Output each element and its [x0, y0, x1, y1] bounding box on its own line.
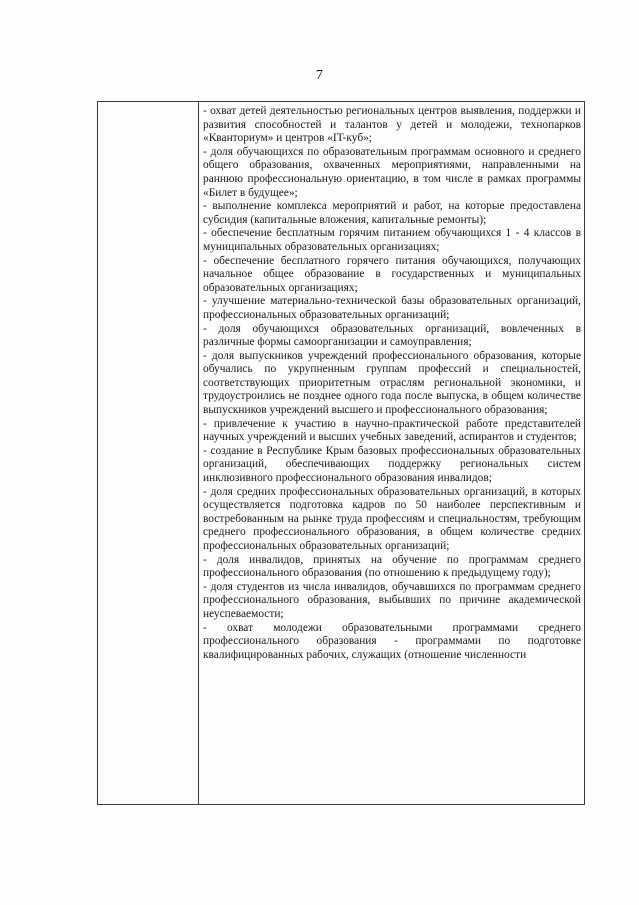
- list-item: - доля средних профессиональных образовательных организаций, в которых осуществляется подготовка кадров по 50 наиболее перспективным и востребованным на рынке труда профессиям и специальностям, требующим среднего профессионального образования, в общем количестве средних профессиональных образовательных организаций;: [203, 485, 581, 552]
- list-item: - доля студентов из числа инвалидов, обучавшихся по программам среднего профессионального образования, выбывших по причине академической неуспеваемости;: [203, 580, 581, 620]
- indicator-list: [199, 102, 584, 662]
- list-item: - охват молодежи образовательными программами среднего профессионального образования - программами по подготовке квалифицированных рабочих, служащих (отношение численности: [203, 621, 581, 661]
- list-item: - обеспечение бесплатным горячим питанием обучающихся 1 - 4 классов в муниципальных образовательных организациях;: [203, 227, 581, 253]
- list-item: - доля обучающихся по образовательным программам основного и среднего общего образования, охваченных мероприятиями, направленными на раннюю профессиональную ориентацию, в том числе в рамках программы «Билет в будущее»;: [203, 145, 581, 199]
- table-row: [98, 102, 585, 805]
- list-item: - охват детей деятельностью региональных центров выявления, поддержки и развития способностей и талантов у детей и молодежи, технопарков «Кванториум» и центров «IT-куб»;: [203, 105, 581, 145]
- page-number: 7: [315, 68, 324, 83]
- list-item: - доля выпускников учреждений профессионального образования, которые обучались по укрупненным группам профессий и специальностей, соответствующих приоритетным отраслям региональной экономики, и трудоустроились не позднее одного года после выпуска, в общем количестве выпускников учреждений высшего и профессионального образования;: [203, 349, 581, 417]
- list-item: - обеспечение бесплатного горячего питания обучающихся, получающих начальное общее образование в государственных и муниципальных образовательных организациях;: [203, 254, 581, 294]
- table-right-cell: [199, 102, 585, 805]
- list-item: - выполнение комплекса мероприятий и работ, на которые предоставлена субсидия (капитальные вложения, капитальные ремонты);: [203, 200, 581, 226]
- list-item: - доля обучающихся образовательных организаций, вовлеченных в различные формы самоорганизации и самоуправления;: [203, 322, 581, 349]
- indicators-table: [97, 101, 585, 805]
- list-item: - создание в Республике Крым базовых профессиональных образовательных организаций, обеспечивающих поддержку региональных систем инклюзивного профессионального образования инвалидов;: [203, 444, 581, 485]
- list-item: - улучшение материально-технической базы образовательных организаций, профессиональных образовательных организаций;: [203, 295, 581, 321]
- list-item: - доля инвалидов, принятых на обучение по программам среднего профессионального образования (по отношению к предыдущему году);: [203, 553, 581, 580]
- list-item: - привлечение к участию в научно-практической работе представителей научных учреждений и высших учебных заведений, аспирантов и студентов;: [203, 417, 581, 444]
- table-left-cell: [98, 102, 199, 805]
